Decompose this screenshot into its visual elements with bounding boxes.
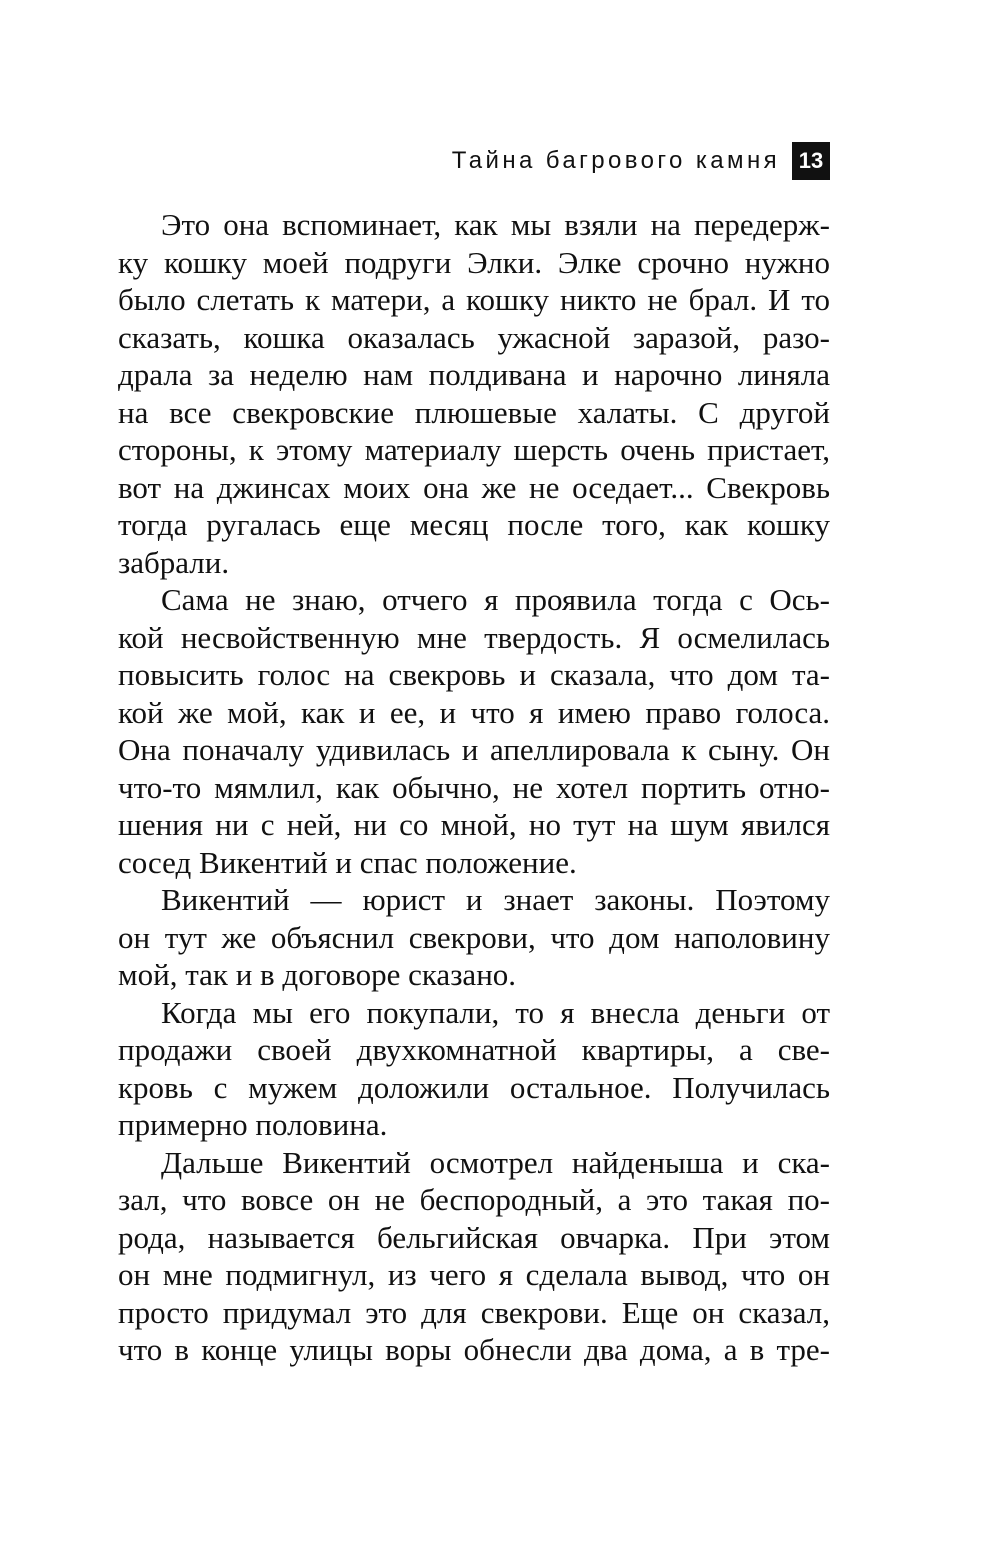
text-line: кой несвойственную мне твердость. Я осмелилась bbox=[118, 619, 830, 655]
text-line: Сама не знаю, отчего я проявила тогда с Ось- bbox=[161, 582, 830, 617]
text-line: шения ни с ней, ни со мной, но тут на шум явился bbox=[118, 807, 830, 842]
text-line: примерно половина. bbox=[118, 1107, 388, 1142]
paragraph bbox=[118, 581, 830, 881]
text-line: Это она вспоминает, как мы взяли на передерж- bbox=[161, 207, 830, 242]
text-line: тогда ругалась еще месяц после того, как кошку bbox=[118, 507, 830, 542]
text-line: Она поначалу удивилась и апеллировала к сыну. Он bbox=[118, 732, 830, 767]
text-line: сказать, кошка оказалась ужасной заразой, разо- bbox=[118, 319, 830, 355]
paragraph bbox=[118, 206, 830, 581]
text-line: что-то мямлил, как обычно, не хотел портить отно- bbox=[118, 769, 830, 805]
text-line: мой, так и в договоре сказано. bbox=[118, 957, 517, 992]
text-line: сосед Викентий и спас положение. bbox=[118, 844, 577, 880]
text-line: он мне подмигнул, из чего я сделала вывод, что он bbox=[118, 1257, 830, 1292]
text-line: кой же мой, как и ее, и что я имею право голоса. bbox=[118, 694, 830, 730]
page-number: 13 bbox=[792, 142, 830, 180]
text-line: он тут же объяснил свекрови, что дом наполовину bbox=[118, 919, 830, 955]
text-line: было слетать к матери, а кошку никто не брал. И то bbox=[118, 282, 830, 317]
paragraph bbox=[118, 1144, 830, 1369]
text-line: вот на джинсах моих она же не оседает... Свекровь bbox=[118, 469, 830, 505]
page-header bbox=[452, 142, 830, 180]
text-line: стороны, к этому материалу шерсть очень пристает, bbox=[118, 432, 830, 467]
text-line: драла за неделю нам полдивана и нарочно линяла bbox=[118, 357, 830, 392]
text-line: кровь с мужем доложили остальное. Получилась bbox=[118, 1069, 830, 1105]
text-line: Дальше Викентий осмотрел найденыша и ска- bbox=[161, 1144, 830, 1180]
text-line: повысить голос на свекровь и сказала, что дом та- bbox=[118, 657, 830, 692]
text-line: рода, называется бельгийская овчарка. При этом bbox=[118, 1219, 830, 1255]
text-line: Когда мы его покупали, то я внесла деньги от bbox=[161, 994, 830, 1030]
text-line: что в конце улицы воры обнесли два дома, а в тре- bbox=[118, 1332, 830, 1367]
text-line: ку кошку моей подруги Элки. Элке срочно нужно bbox=[118, 244, 830, 280]
paragraph bbox=[118, 994, 830, 1144]
text-line: просто придумал это для свекрови. Еще он сказал, bbox=[118, 1294, 830, 1330]
text-line: на все свекровские плюшевые халаты. С другой bbox=[118, 394, 830, 430]
text-line: продажи своей двухкомнатной квартиры, а све- bbox=[118, 1032, 830, 1067]
paragraph bbox=[118, 881, 830, 994]
text-line: Викентий — юрист и знает законы. Поэтому bbox=[161, 882, 830, 917]
text-line: зал, что вовсе он не беспородный, а это такая по- bbox=[118, 1182, 830, 1217]
text-line: забрали. bbox=[118, 544, 230, 580]
running-title: Тайна багрового камня bbox=[451, 147, 780, 174]
body-text bbox=[118, 206, 830, 1369]
